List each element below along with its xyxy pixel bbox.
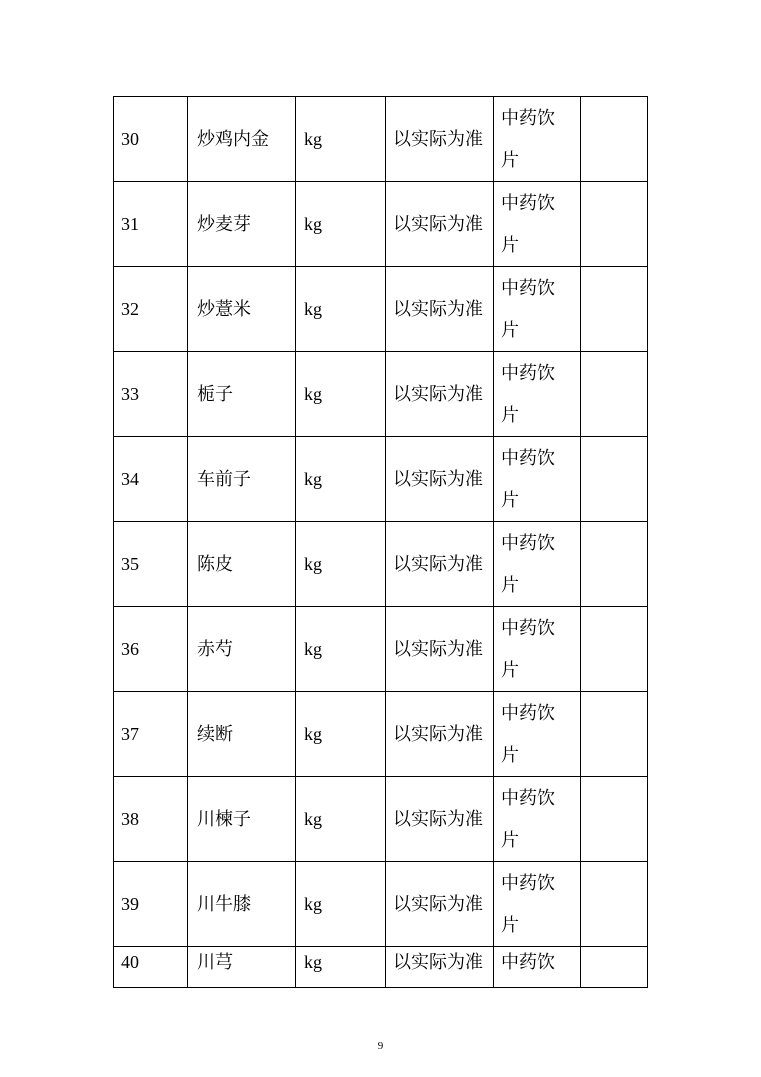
row-number: 34: [114, 437, 188, 522]
item-category: [494, 607, 581, 692]
category-line-1: 中药饮: [501, 618, 555, 638]
item-unit: kg: [296, 352, 386, 437]
item-remark: [581, 777, 648, 862]
item-category: [494, 692, 581, 777]
table-row: [114, 777, 648, 862]
item-remark: [581, 267, 648, 352]
item-unit: kg: [296, 862, 386, 947]
item-remark: [581, 182, 648, 267]
item-unit: kg: [296, 692, 386, 777]
table-row: [114, 352, 648, 437]
row-number: 35: [114, 522, 188, 607]
category-line-1: 中药饮: [501, 448, 555, 468]
item-name: 陈皮: [188, 522, 296, 607]
table-row: [114, 607, 648, 692]
page-number: 9: [377, 1040, 384, 1052]
item-remark: [581, 522, 648, 607]
item-unit: kg: [296, 522, 386, 607]
category-line-2: 片: [501, 320, 519, 340]
item-category: [494, 947, 581, 988]
table-row: [114, 947, 648, 988]
category-line-2: 片: [501, 575, 519, 595]
item-price: 以实际为准: [386, 437, 494, 522]
item-name: 川芎: [188, 947, 296, 988]
row-number: 33: [114, 352, 188, 437]
item-category: [494, 97, 581, 182]
item-remark: [581, 97, 648, 182]
row-number: 39: [114, 862, 188, 947]
item-price: 以实际为准: [386, 692, 494, 777]
item-name: 炒薏米: [188, 267, 296, 352]
item-price: 以实际为准: [386, 522, 494, 607]
category-line-2: 片: [501, 405, 519, 425]
category-line-2: 片: [501, 830, 519, 850]
category-line-2: 片: [501, 915, 519, 935]
item-remark: [581, 607, 648, 692]
item-price: 以实际为准: [386, 607, 494, 692]
category-line-2: 片: [501, 490, 519, 510]
item-name: 赤芍: [188, 607, 296, 692]
item-unit: kg: [296, 777, 386, 862]
category-line-2: 片: [501, 150, 519, 170]
category-line-1: 中药饮: [501, 363, 555, 383]
category-line-2: 片: [501, 235, 519, 255]
item-name: 续断: [188, 692, 296, 777]
category-line-1: 中药饮: [501, 278, 555, 298]
item-unit: kg: [296, 182, 386, 267]
item-unit: kg: [296, 267, 386, 352]
item-name: 川牛膝: [188, 862, 296, 947]
item-remark: [581, 692, 648, 777]
category-line-2: 片: [501, 660, 519, 680]
table-row: [114, 862, 648, 947]
item-remark: [581, 437, 648, 522]
item-price: 以实际为准: [386, 352, 494, 437]
item-category: [494, 267, 581, 352]
category-line-1: 中药饮: [501, 108, 555, 128]
table-row: [114, 267, 648, 352]
category-line-1: 中药饮: [501, 703, 555, 723]
item-category: [494, 777, 581, 862]
item-unit: kg: [296, 607, 386, 692]
row-number: 36: [114, 607, 188, 692]
row-number: 31: [114, 182, 188, 267]
item-name: 栀子: [188, 352, 296, 437]
item-unit: kg: [296, 97, 386, 182]
item-unit: kg: [296, 437, 386, 522]
category-line-1: 中药饮: [501, 873, 555, 893]
item-price: 以实际为准: [386, 777, 494, 862]
item-category: [494, 862, 581, 947]
item-category: [494, 437, 581, 522]
item-name: 川楝子: [188, 777, 296, 862]
category-line-1: 中药饮: [501, 788, 555, 808]
category-line-2: 片: [501, 745, 519, 765]
item-price: 以实际为准: [386, 267, 494, 352]
item-name: 炒麦芽: [188, 182, 296, 267]
table-row: [114, 522, 648, 607]
category-line-1: 中药饮: [501, 193, 555, 213]
item-price: 以实际为准: [386, 97, 494, 182]
table-row: [114, 692, 648, 777]
table-row: [114, 97, 648, 182]
item-category: [494, 182, 581, 267]
item-category: [494, 352, 581, 437]
item-name: 车前子: [188, 437, 296, 522]
item-category: [494, 522, 581, 607]
item-price: 以实际为准: [386, 862, 494, 947]
table-row: [114, 437, 648, 522]
item-remark: [581, 862, 648, 947]
table-row: [114, 182, 648, 267]
row-number: 30: [114, 97, 188, 182]
row-number: 38: [114, 777, 188, 862]
item-unit: kg: [296, 947, 386, 988]
item-remark: [581, 352, 648, 437]
items-table: [113, 96, 648, 988]
row-number: 32: [114, 267, 188, 352]
row-number: 37: [114, 692, 188, 777]
row-number: 40: [114, 947, 188, 988]
item-remark: [581, 947, 648, 988]
item-price: 以实际为准: [386, 947, 494, 988]
item-name: 炒鸡内金: [188, 97, 296, 182]
item-price: 以实际为准: [386, 182, 494, 267]
category-line-1: 中药饮: [501, 952, 555, 972]
category-line-1: 中药饮: [501, 533, 555, 553]
